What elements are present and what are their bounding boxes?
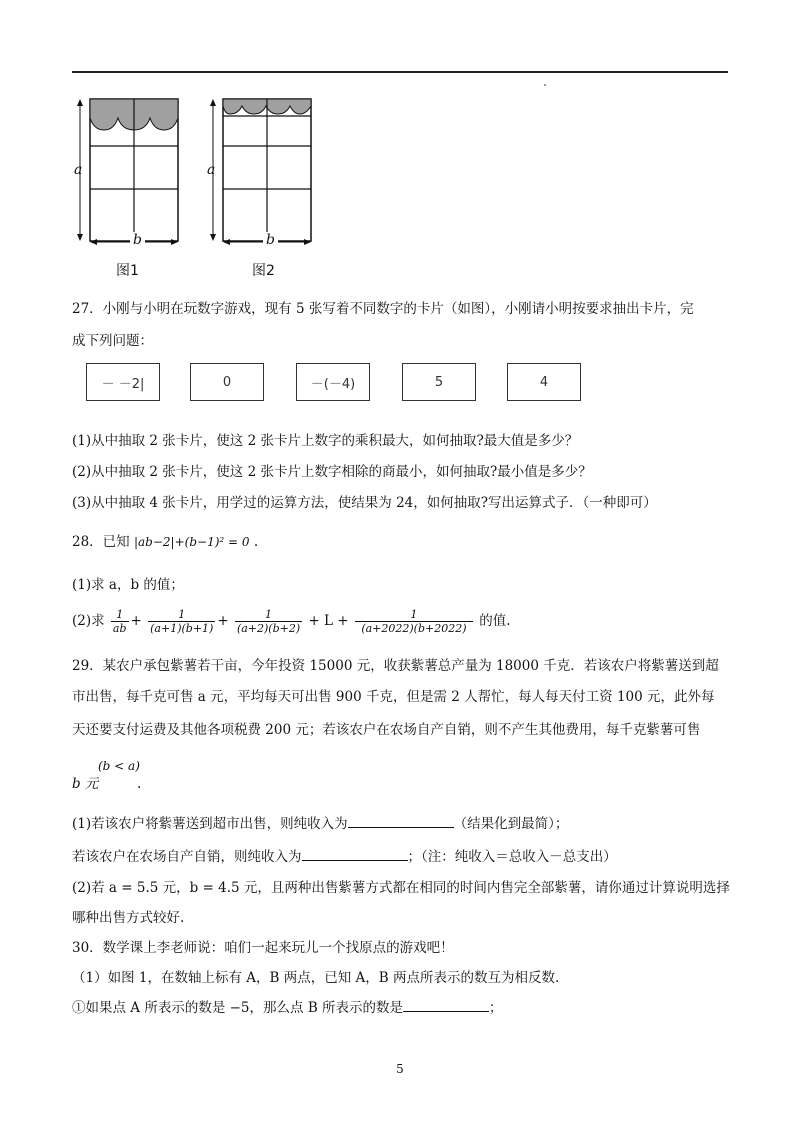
fig2-b-label: b bbox=[263, 232, 278, 248]
q28-part1: (1)求 a，b 的值； bbox=[72, 577, 184, 593]
figure-1 bbox=[77, 99, 178, 245]
q27-cards bbox=[86, 363, 586, 405]
q29-part1a-end: （结果化到最简）； bbox=[453, 816, 569, 832]
q29-b-unit: b 元 bbox=[72, 776, 99, 792]
q29-line3: 天还要支付运费及其他各项税费 200 元；若该农户在农场自产自销，则不产生其他费用，每千克紫薯可售 bbox=[72, 722, 701, 738]
card-2: 0 bbox=[190, 363, 264, 401]
q29-part2-line1: (2)若 a = 5.5 元，b = 4.5 元，且两种出售紫薯方式都在相同的时间内售完全部紫薯，请你通过计算说明选择 bbox=[72, 880, 730, 896]
q28-part2: (2)求 $\frac{1}{ab}$ + $\frac{1}{(a+1)(b+1)}$ + $\frac{1}{(a+2)(b+2)}$ + L + $\frac{1}{(a+2022)(b+2022)}$ 的值. bbox=[72, 608, 511, 635]
q29-part2-line2: 哪种出售方式较好. bbox=[72, 910, 185, 926]
decorative-dot bbox=[544, 84, 546, 86]
fraction-1: $\frac{1}{ab}$ bbox=[112, 608, 127, 635]
fig2-caption: 图2 bbox=[252, 263, 275, 279]
page-number: 5 bbox=[396, 1062, 404, 1076]
q30-line3 bbox=[72, 997, 503, 1018]
card-1: － －2| bbox=[86, 363, 160, 401]
fraction-4: $\frac{1}{(a+2022)(b+2022)}$ bbox=[355, 608, 473, 635]
q30-line3-text: ①如果点 A 所表示的数是 −5，那么点 B 所表示的数是 bbox=[72, 1000, 404, 1016]
fig1-caption: 图1 bbox=[116, 263, 139, 279]
q28-part2-suffix: 的值. bbox=[479, 613, 511, 629]
fig1-b-label: b bbox=[130, 232, 145, 248]
fraction-3: $\frac{1}{(a+2)(b+2)}$ bbox=[236, 608, 301, 635]
q30-line2: （1）如图 1，在数轴上标有 A，B 两点，已知 A，B 两点所表示的数互为相反数. bbox=[72, 970, 560, 986]
q28-given bbox=[72, 532, 258, 552]
q27-text-line2: 成下列问题： bbox=[72, 333, 153, 349]
header-rule bbox=[72, 71, 728, 73]
q27-part2: (2)从中抽取 2 张卡片，使这 2 张卡片上数字相除的商最小，如何抽取?最小值是多少？ bbox=[72, 464, 592, 480]
q29-part1a-text: (1)若该农户将紫薯送到超市出售，则纯收入为 bbox=[72, 816, 348, 832]
q28-suffix: . bbox=[253, 534, 259, 550]
q29-line4-end: . bbox=[137, 776, 142, 792]
answer-blank-1[interactable] bbox=[348, 813, 454, 828]
q29-part1b bbox=[72, 846, 617, 867]
fraction-2: $\frac{1}{(a+1)(b+1)}$ bbox=[150, 608, 214, 635]
q30-line1: 30．数学课上李老师说：咱们一起来玩儿一个找原点的游戏吧！ bbox=[72, 940, 454, 956]
q29-part1a bbox=[72, 813, 568, 834]
answer-blank-3[interactable] bbox=[403, 997, 489, 1012]
figure-2 bbox=[210, 99, 311, 245]
card-4: 5 bbox=[402, 363, 476, 401]
q27-part1: (1)从中抽取 2 张卡片，使这 2 张卡片上数字的乘积最大，如何抽取?最大值是多少？ bbox=[72, 433, 579, 449]
q27-text-line1: 27．小刚与小明在玩数字游戏，现有 5 张写着不同数字的卡片（如图），小刚请小明按要求抽出卡片，完 bbox=[72, 301, 694, 317]
q29-line1: 29．某农户承包紫薯若干亩，今年投资 15000 元，收获紫薯总产量为 18000 千克．若该农户将紫薯送到超 bbox=[72, 658, 719, 674]
answer-blank-2[interactable] bbox=[302, 846, 408, 861]
card-3: －(－4) bbox=[296, 363, 370, 401]
card-5: 4 bbox=[507, 363, 581, 401]
q29-part1b-text: 若该农户在农场自产自销，则纯收入为 bbox=[72, 849, 302, 865]
q29-line4 bbox=[72, 774, 141, 794]
figures bbox=[70, 94, 330, 284]
q27-part3: (3)从中抽取 4 张卡片，用学过的运算方法，使结果为 24，如何抽取?写出运算式子．（一种即可） bbox=[72, 495, 657, 511]
q29-line2: 市出售，每千克可售 a 元，平均每天可出售 900 千克，但是需 2 人帮忙，每人每天付工资 100 元，此外每 bbox=[72, 689, 715, 705]
figures-svg bbox=[70, 94, 330, 284]
q28-equation: |ab−2|+(b−1)² = 0 bbox=[133, 535, 250, 549]
fig2-a-label: a bbox=[207, 162, 216, 178]
q30-line3-end: ； bbox=[489, 1000, 503, 1016]
q28-prefix: 28．已知 bbox=[72, 534, 130, 550]
ellipsis-term: + L + bbox=[308, 613, 349, 629]
q28-part2-prefix: (2)求 bbox=[72, 613, 105, 629]
q29-part1b-end: ；（注：纯收入＝总收入－总支出） bbox=[407, 849, 617, 865]
fig1-a-label: a bbox=[74, 162, 83, 178]
q29-condition: (b < a) bbox=[98, 759, 140, 773]
